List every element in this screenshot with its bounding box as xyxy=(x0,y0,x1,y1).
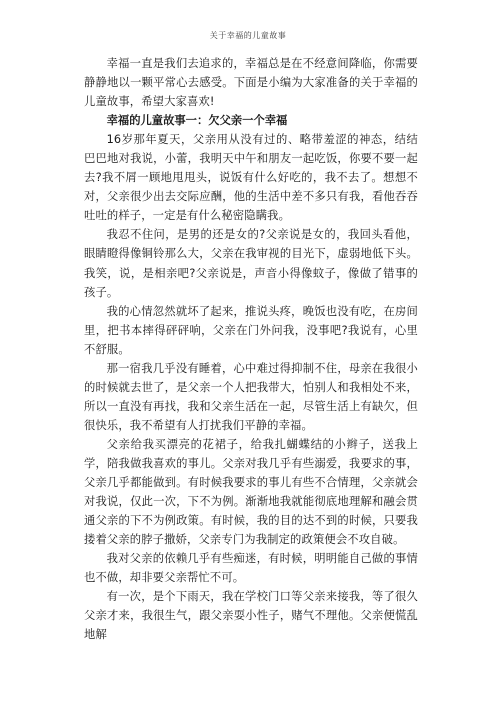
body-paragraph: 我对父亲的依赖几乎有些痴迷，有时候，明明能自己做的事情也不做，却非要父亲帮忙不可。 xyxy=(84,552,418,585)
body-paragraph: 那一宿我几乎没有睡着，心中难过得抑制不住，母亲在我很小的时候就去世了，是父亲一个人把我带大，怕别人和我相处不来，所以一直没有再找，我和父亲生活在一起，尽管生活上有缺欠，但很快乐，我不希望有人打扰我们平静的幸福。 xyxy=(84,361,418,432)
body-paragraph: 父亲给我买漂亮的花裙子，给我扎蝴蝶结的小辫子，送我上学，陪我做我喜欢的事儿。父亲对我几乎有些溺爱，我要求的事，父亲几乎都能做到。有时候我要求的事儿有些不合情理，父亲就会对我说，仅此一次，下不为例。渐渐地我就能彻底地理解和融会贯通父亲的下不为例政策。有时候，我的目的达不到的时候，只要我搂着父亲的脖子撒娇，父亲专门为我制定的政策便会不攻自破。 xyxy=(84,437,418,547)
page-header-title: 关于幸福的儿童故事 xyxy=(209,31,287,40)
intro-paragraph: 幸福一直是我们去追求的，幸福总是在不经意间降临，你需要静静地以一颗平常心去感受。下面是小编为大家准备的关于幸福的儿童故事，希望大家喜欢! xyxy=(84,57,418,109)
body-paragraph: 我的心情忽然就坏了起来，推说头疼，晚饭也没有吃，在房间里，把书本摔得砰砰响，父亲在门外问我，没事吧?我说有，心里不舒服。 xyxy=(84,304,418,356)
body-paragraph: 有一次，是个下雨天，我在学校门口等父亲来接我，等了很久父亲才来，我很生气，跟父亲耍小性子，赌气不理他。父亲便慌乱地解 xyxy=(84,590,418,642)
body-paragraph: 我忍不住问，是男的还是女的?父亲说是女的，我回头看他，眼睛瞪得像铜铃那么大，父亲在我审视的目光下，虚弱地低下头。我笑，说，是相亲吧?父亲说是，声音小得像蚊子，像做了错事的孩子。 xyxy=(84,228,418,299)
story-heading: 幸福的儿童故事一：欠父亲一个幸福 xyxy=(106,114,288,128)
document-body xyxy=(84,54,418,644)
body-paragraph: 16岁那年夏天，父亲用从没有过的、略带羞涩的神态，结结巴巴地对我说，小蕾，我明天中午和朋友一起吃饭，你要不要一起去?我不屑一顾地甩甩头，说饭有什么好吃的，我不去了。想想不对，父亲很少出去交际应酬，他的生活中差不多只有我，看他吞吞吐吐的样子，一定是有什么秘密隐瞒我。 xyxy=(84,133,418,223)
